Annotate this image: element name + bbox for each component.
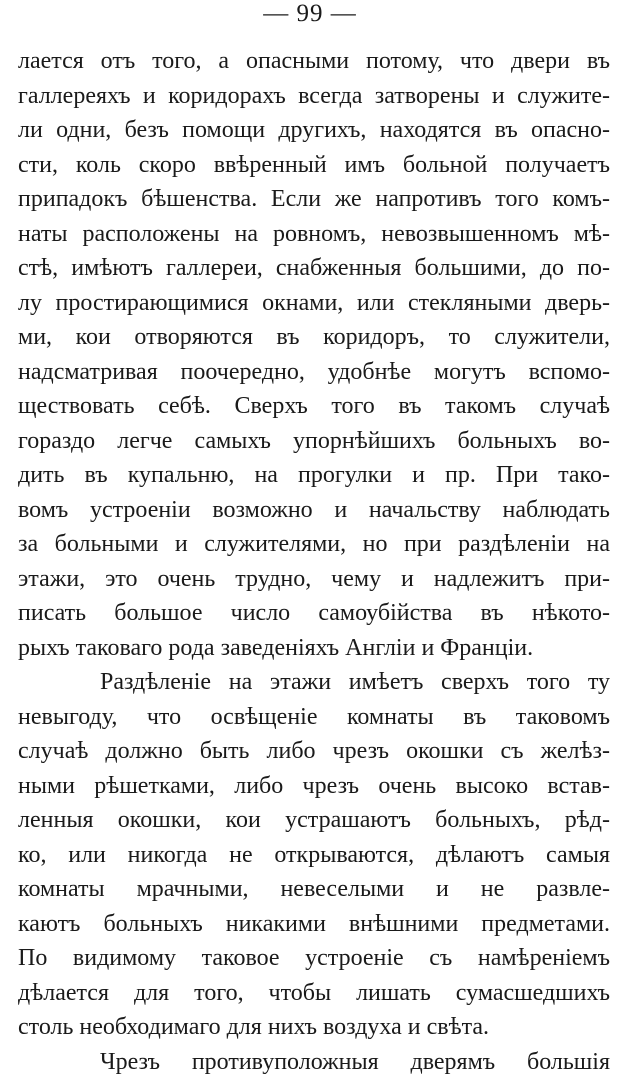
text-line: надсматривая поочередно, удобнѣе могутъ вспомо-: [18, 355, 610, 390]
text-line: рыхъ таковаго рода заведенiяхъ Англiи и Францiи.: [18, 631, 610, 666]
text-line: гораздо легче самыхъ упорнѣйшихъ больныхъ во-: [18, 424, 610, 459]
text-line: ли одни, безъ помощи другихъ, находятся въ опасно-: [18, 113, 610, 148]
text-line: лается отъ того, а опасными потому, что двери въ: [18, 44, 610, 79]
text-line: наты расположены на ровномъ, невозвышенномъ мѣ-: [18, 217, 610, 252]
text-line: за больными и служителями, но при раздѣленiи на: [18, 527, 610, 562]
paragraph-first-line: Раздѣленiе на этажи имѣетъ сверхъ того ту: [18, 665, 610, 700]
text-line: этажи, это очень трудно, чему и надлежитъ при-: [18, 562, 610, 597]
text-line: комнаты мрачными, невеселыми и не развле-: [18, 872, 610, 907]
page-number: — 99 —: [0, 0, 620, 28]
text-line: галлереяхъ и коридорахъ всегда затворены и служите-: [18, 79, 610, 114]
text-line: сти, коль скоро ввѣренный имъ больной получаетъ: [18, 148, 610, 183]
text-line: дить въ купальню, на прогулки и пр. При тако-: [18, 458, 610, 493]
text-line: случаѣ должно быть либо чрезъ окошки съ желѣз-: [18, 734, 610, 769]
text-line: дѣлается для того, чтобы лишать сумасшедшихъ: [18, 976, 610, 1011]
text-line: ми, кои отворяются въ коридоръ, то служители,: [18, 320, 610, 355]
text-line: ко, или никогда не открываются, дѣлаютъ самыя: [18, 838, 610, 873]
text-line: столь необходимаго для нихъ воздуха и свѣта.: [18, 1010, 610, 1045]
text-line: ществовать себѣ. Сверхъ того въ такомъ случаѣ: [18, 389, 610, 424]
text-line: лу простирающимися окнами, или стекляными дверь-: [18, 286, 610, 321]
text-line: ными рѣшетками, либо чрезъ очень высоко встав-: [18, 769, 610, 804]
paragraph-first-line: Чрезъ противуположныя дверямъ большiя: [18, 1045, 610, 1079]
text-line: стѣ, имѣютъ галлереи, снабженныя большими, до по-: [18, 251, 610, 286]
body-text: [18, 44, 610, 1079]
text-line: ленныя окошки, кои устрашаютъ больныхъ, рѣд-: [18, 803, 610, 838]
text-line: писать большое число самоубiйства въ нѣкото-: [18, 596, 610, 631]
text-line: припадокъ бѣшенства. Если же напротивъ того комъ-: [18, 182, 610, 217]
text-line: вомъ устроенiи возможно и начальству наблюдать: [18, 493, 610, 528]
text-line: каютъ больныхъ никакими внѣшними предметами.: [18, 907, 610, 942]
text-line: невыгоду, что освѣщенiе комнаты въ таковомъ: [18, 700, 610, 735]
text-line: По видимому таковое устроенiе съ намѣренiемъ: [18, 941, 610, 976]
